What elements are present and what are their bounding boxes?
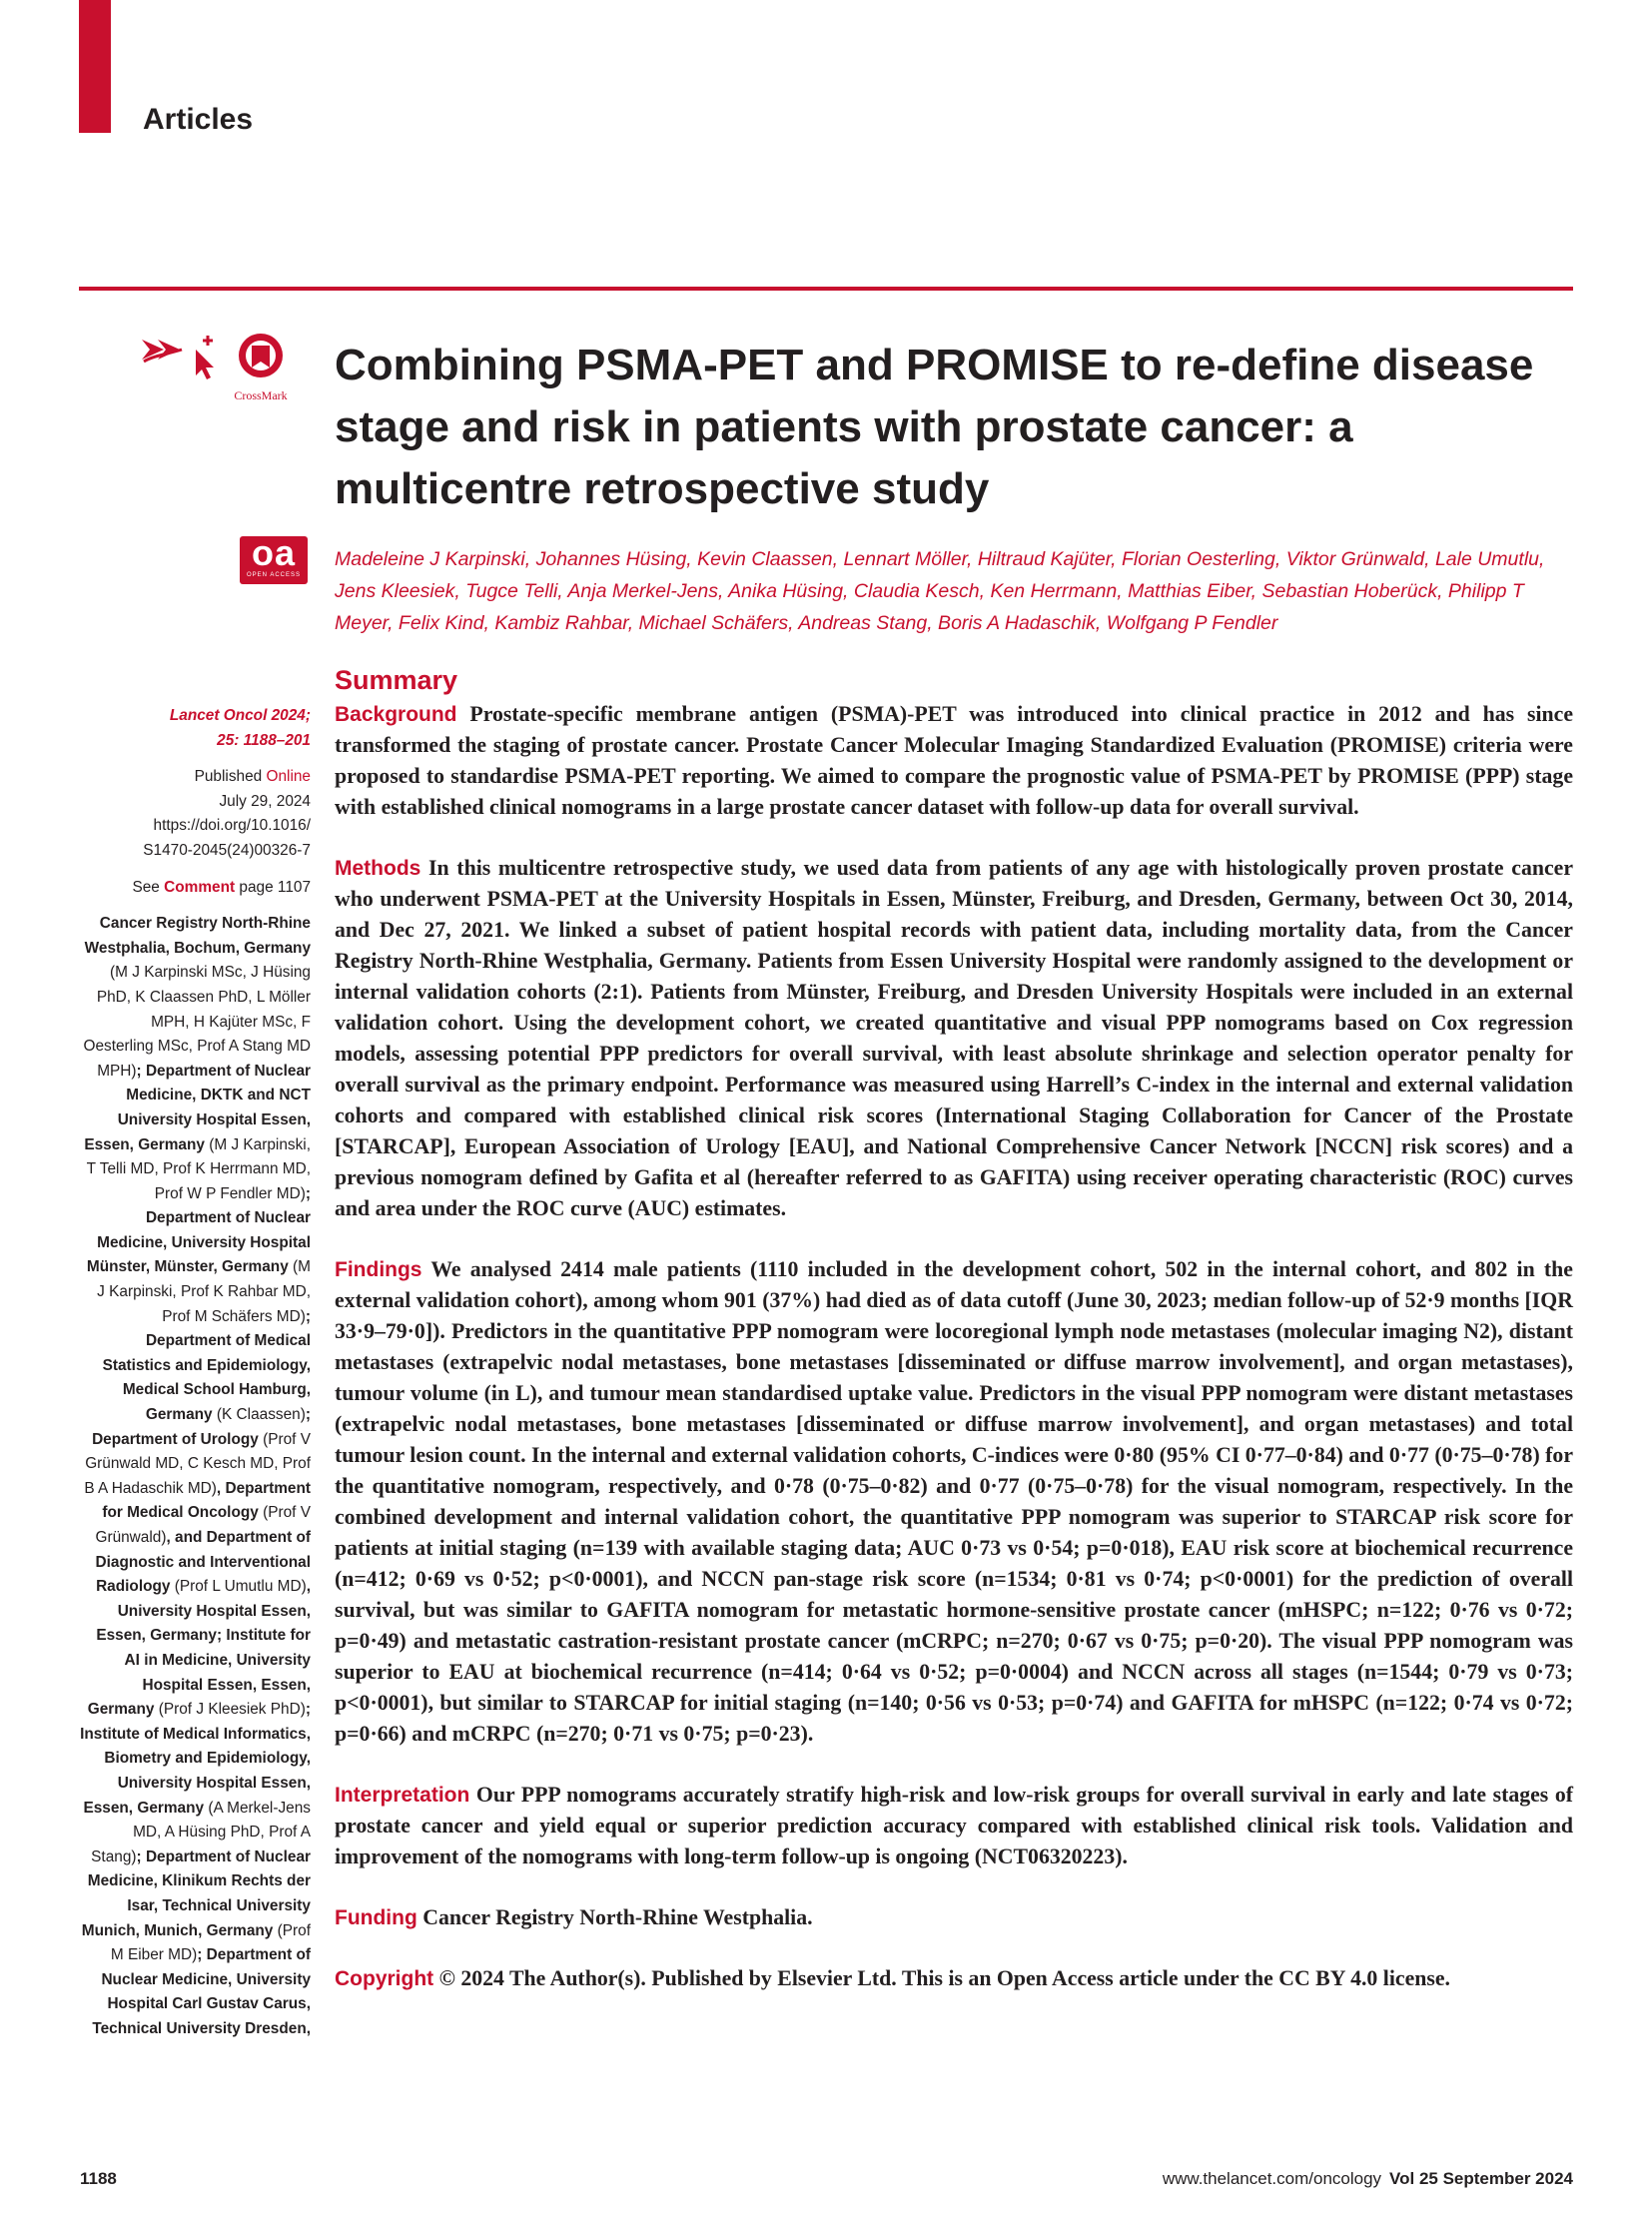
- affiliation-separator: ;: [305, 1406, 311, 1424]
- affiliation-separator: ,: [166, 1529, 171, 1546]
- section-text: In this multicentre retrospective study, we used data from patients of any age with histologically proven prostate cancer who underwent PSMA-PET at the University Hospitals in Essen, Münster, Freiburg, and Dresden, Germany, between Oct 30, 2014, and Dec 27, 2021. We linked a subset of patient hospital records with patient data, including mortality data, from the Cancer Registry North-Rhine Westphalia, Germany. Patients from Essen University Hospital were randomly assigned to the development or internal validation cohorts (2:1). Patients from Münster, Freiburg, and Dresden University Hospitals were included in an external validation cohort. Using the development cohort, we created quantitative and visual PPP nomograms based on Cox regression models, assessing potential PPP predictors for overall survival, with least absolute shrinkage and selection operator penalty for overall survival as the primary endpoint. Performance was measured using Harrell’s C-index in the internal and external validation cohorts and compared with established clinical risk scores (International Staging Collaboration for Cancer of the Prostate [STARCAP], European Association of Urology [EAU], and National Comprehensive Cancer Network [NCCN] risk scores) and a previous nomogram defined by Gafita et al (hereafter referred to as GAFITA) using receiver operating characteristic (ROC) curves and area under the ROC curve (AUC) estimates.: [335, 856, 1573, 1220]
- affiliation-separator: ;: [197, 1946, 203, 1964]
- citation-volume: 25: 1188–201: [217, 731, 311, 749]
- publication-info: [80, 765, 311, 863]
- footer: [1163, 2169, 1573, 2189]
- see-prefix: See: [132, 878, 160, 896]
- affiliation-institution: Department of Nuclear Medicine, DKTK and NCT University Hospital Essen, Essen, Germany: [84, 1062, 311, 1153]
- summary-findings: [335, 1254, 1573, 1750]
- summary-copyright: [335, 1963, 1573, 1994]
- page-number: 1188: [80, 2169, 117, 2188]
- summary-funding: [335, 1902, 1573, 1933]
- affiliation-institution: Department of Urology: [92, 1430, 259, 1448]
- summary: [335, 661, 1573, 2024]
- affiliation-people: (M J Karpinski, Prof K Rahbar MD, Prof M Schäfers MD): [97, 1258, 311, 1325]
- affiliations: [80, 912, 311, 2041]
- crossmark-logo[interactable]: [140, 332, 310, 407]
- section-label: Articles: [143, 103, 254, 136]
- affiliation-institution: University Hospital Essen, Essen, Germany; Institute for AI in Medicine, University Hospital Essen, Essen, Germany: [87, 1602, 311, 1719]
- affiliation-institution: Department of Medical Statistics and Epidemiology, Medical School Hamburg, Germany: [102, 1332, 311, 1424]
- header-rule: [79, 287, 1573, 291]
- comment-link[interactable]: Comment: [164, 878, 236, 896]
- published-date: July 29, 2024: [219, 792, 311, 810]
- open-access-badge: [240, 532, 308, 584]
- see-comment: [80, 876, 311, 901]
- affiliation-people: (K Claassen): [216, 1406, 306, 1424]
- affiliation-separator: ,: [216, 1479, 222, 1497]
- published-online-link[interactable]: Online: [266, 768, 311, 786]
- section-text: Our PPP nomograms accurately stratify high-risk and low-risk groups for overall survival in early and late stages of prostate cancer and yield equal or superior prediction accuracy compared with established clinical risk tools. Validation and improvement of the nomograms with long-term follow-up is ongoing (NCT06320223).: [335, 1783, 1573, 1868]
- affiliation-people: (Prof V Grünwald MD, C Kesch MD, Prof B A Hadaschik MD): [84, 1430, 311, 1497]
- section-color-bar: [79, 0, 111, 133]
- volume-date: Vol 25 September 2024: [1389, 2169, 1573, 2188]
- section-text: Cancer Registry North-Rhine Westphalia.: [422, 1905, 813, 1929]
- affiliation-separator: ,: [306, 1578, 311, 1596]
- crossmark-icon: [239, 334, 283, 377]
- section-label-methods: Methods: [335, 857, 421, 880]
- citation: [80, 704, 311, 753]
- doi-line-1[interactable]: https://doi.org/10.1016/: [153, 817, 311, 835]
- section-label-copyright: Copyright: [335, 1967, 434, 1990]
- section-label-interpretation: Interpretation: [335, 1784, 470, 1807]
- affiliation-separator: ;: [136, 1062, 142, 1080]
- affiliation-people: (Prof V Grünwald): [95, 1504, 311, 1546]
- summary-interpretation: [335, 1780, 1573, 1872]
- section-label-findings: Findings: [335, 1258, 422, 1281]
- affiliation-people: (A Merkel-Jens MD, A Hüsing PhD, Prof A Stang): [91, 1799, 311, 1865]
- add-cursor-icon: [196, 336, 214, 379]
- section-text: © 2024 The Author(s). Published by Elsevier Ltd. This is an Open Access article under the CC BY 4.0 license.: [438, 1966, 1450, 1990]
- affiliation-separator: ;: [305, 1701, 311, 1719]
- affiliation-separator: ;: [305, 1184, 311, 1202]
- crossmark-label: CrossMark: [234, 388, 288, 402]
- affiliation-separator: ;: [305, 1307, 311, 1325]
- article-title: Combining PSMA-PET and PROMISE to re-define disease stage and risk in patients with prostate cancer: a multicentre retrospective study: [335, 341, 1534, 513]
- section-text: We analysed 2414 male patients (1110 included in the development cohort, 502 in the internal cohort, and 802 in the external validation cohort), among whom 901 (37%) had died as of data cutoff (June 30, 2023; median follow-up of 52·9 months [IQR 33·9–79·0]). Predictors in the quantitative PPP nomogram were locoregional lymph node metastases (molecular imaging N2), distant metastases (extrapelvic nodal metastases, bone metastases [disseminated or diffuse marrow involvement], and organ metastases), tumour volume (in L), and tumour mean standardised uptake value. Predictors in the visual PPP nomogram were distant metastases (extrapelvic nodal metastases, bone metastases [disseminated or diffuse marrow involvement], and organ metastases) and total tumour lesion count. In the internal and external validation cohorts, C-indices were 0·80 (95% CI 0·77–0·84) and 0·77 (0·75–0·78) for the quantitative nomogram, respectively, and 0·78 (0·75–0·82) and 0·77 (0·75–0·78) for the visual nomogram, respectively. In the combined development and internal validation cohort, the quantitative PPP nomogram was superior to STARCAP risk score for patients at initial staging (n=139 with available staging data; AUC 0·73 vs 0·54; p=0·018), EAU risk score at biochemical recurrence (n=412; 0·69 vs 0·52; p<0·0001), and NCCN pan-stage risk score (n=1534; 0·81 vs 0·74; p<0·0001) for the prediction of overall survival, but was similar to GAFITA nomogram for metastatic hormone-sensitive prostate cancer (mHSPC; n=122; 0·76 vs 0·72; p=0·49) and metastatic castration-resistant prostate cancer (mCRPC; n=270; 0·67 vs 0·75; p=0·20). The visual PPP nomogram was superior to EAU at biochemical recurrence (n=414; 0·64 vs 0·52; p=0·0004) and NCCN across all stages (n=1544; 0·79 vs 0·73; p<0·0001), but similar to STARCAP for initial staging (n=140; 0·56 vs 0·53; p=0·74) and GAFITA for mHSPC (n=122; 0·74 vs 0·72; p=0·66) and mCRPC (n=270; 0·71 vs 0·75; p=0·23).: [335, 1257, 1573, 1746]
- share-arrows-icon: [142, 340, 182, 362]
- affiliation-institution: Department of Nuclear Medicine, University Hospital Carl Gustav Carus, Technical University Dresden,: [92, 1946, 311, 2037]
- section-text: Prostate-specific membrane antigen (PSMA)-PET was introduced into clinical practice in 2012 and has since transformed the staging of prostate cancer. Prostate Cancer Molecular Imaging Standardized Evaluation (PROMISE) criteria were proposed to standardise PSMA-PET reporting. We aimed to compare the prognostic value of PSMA-PET by PROMISE (PPP) stage with established clinical nomograms in a large prostate cancer dataset with follow-up data for overall survival.: [335, 702, 1574, 819]
- affiliation-people: (Prof L Umutlu MD): [174, 1578, 307, 1596]
- citation-journal: Lancet Oncol 2024;: [169, 707, 311, 724]
- see-suffix: page 1107: [239, 878, 311, 896]
- affiliation-institution: Department for Medical Oncology: [102, 1479, 311, 1522]
- summary-heading: Summary: [335, 665, 458, 695]
- published-prefix: Published: [194, 768, 263, 786]
- affiliation-separator: ;: [136, 1848, 142, 1865]
- author-list: Madeleine J Karpinski, Johannes Hüsing, Kevin Claassen, Lennart Möller, Hiltraud Kajüter, Florian Oesterling, Viktor Grünwald, Lale Umutlu, Jens Kleesiek, Tugce Telli, Anja Merkel-Jens, Anika Hüsing, Claudia Kesch, Ken Herrmann, Matthias Eiber, Sebastian Hoberück, Philipp T Meyer, Felix Kind, Kambiz Rahbar, Michael Schäfers, Andreas Stang, Boris A Hadaschik, Wolfgang P Fendler: [335, 548, 1545, 634]
- affiliation-people: (M J Karpinski, T Telli MD, Prof K Herrmann MD, Prof W P Fendler MD): [86, 1135, 311, 1202]
- affiliation-institution: Department of Nuclear Medicine, University Hospital Münster, Münster, Germany: [86, 1209, 311, 1276]
- sidebar: [80, 704, 311, 2041]
- affiliation-institution: and Department of Diagnostic and Interventional Radiology: [95, 1529, 311, 1596]
- affiliation-institution: Department of Nuclear Medicine, Klinikum Rechts der Isar, Technical University Munich, Munich, Germany: [81, 1848, 311, 1939]
- doi-line-2[interactable]: S1470-2045(24)00326-7: [143, 841, 311, 859]
- open-access-sub: OPEN ACCESS: [246, 572, 301, 578]
- affiliation-institution: Institute of Medical Informatics, Biometry and Epidemiology, University Hospital Essen, Essen, Germany: [80, 1725, 311, 1817]
- affiliation-institution: Cancer Registry North-Rhine Westphalia, Bochum, Germany: [84, 915, 311, 957]
- affiliation-people: (M J Karpinski MSc, J Hüsing PhD, K Claassen PhD, L Möller MPH, H Kajüter MSc, F Oesterling MSc, Prof A Stang MD MPH): [83, 964, 311, 1080]
- summary-background: [335, 699, 1573, 823]
- affiliation-people: (Prof J Kleesiek PhD): [158, 1701, 306, 1719]
- journal-url[interactable]: www.thelancet.com/oncology: [1162, 2169, 1382, 2188]
- open-access-logo: oa: [251, 532, 296, 573]
- section-label-background: Background: [335, 703, 457, 726]
- section-label-funding: Funding: [335, 1906, 417, 1929]
- summary-methods: [335, 853, 1573, 1224]
- affiliation-people: (Prof M Eiber MD): [110, 1921, 311, 1964]
